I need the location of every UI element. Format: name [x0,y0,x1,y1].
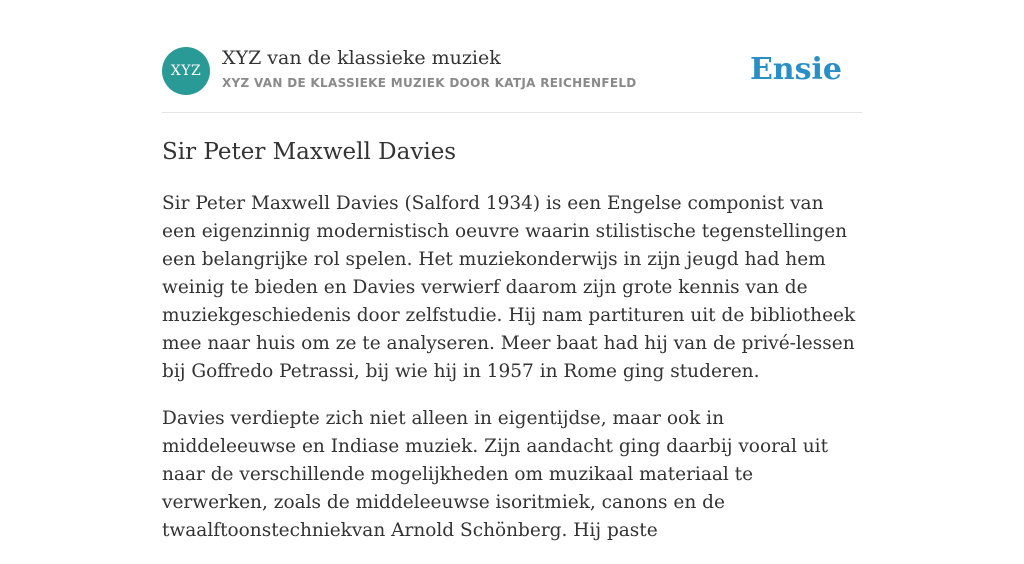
blog-title-link[interactable]: XYZ van de klassieke muziek [222,47,501,69]
ensie-logo-link[interactable]: Ensie [749,52,842,87]
article-paragraph: Sir Peter Maxwell Davies (Salford 1934) is een Engelse componist van een eigenzinnig modernistisch oeuvre waarin stilistische tegenstellingen een belangrijke rol spelen. Het muziekonderwijs in zijn jeugd had hem weinig te bieden en Davies verwierf daarom zijn grote kennis van de muziekgeschiedenis door zelfstudie. Hij nam partituren uit de bibliotheek mee naar huis om ze te analyseren. Meer baat had hij van de privé-lessen bij Goffredo Petrassi, bij wie hij in 1957 in Rome ging studeren. [162,193,856,382]
article-title: Sir Peter Maxwell Davies [162,139,457,165]
article-body [162,134,862,564]
blog-subtitle: XYZ VAN DE KLASSIEKE MUZIEK DOOR KATJA REICHENFELD [222,76,637,90]
article-paragraph: Davies verdiepte zich niet alleen in eigentijdse, maar ook in middeleeuwse en Indiase muziek. Zijn aandacht ging daarbij vooral uit naar de verschillende mogelijkheden om muzikaal materiaal te verwerken, zoals de middeleeuwse isoritmiek, canons en de twaalftoonstechniekvan Arnold Schönberg. Hij paste [162,408,829,541]
blog-header [162,47,862,113]
blog-avatar[interactable]: XYZ [162,47,210,95]
